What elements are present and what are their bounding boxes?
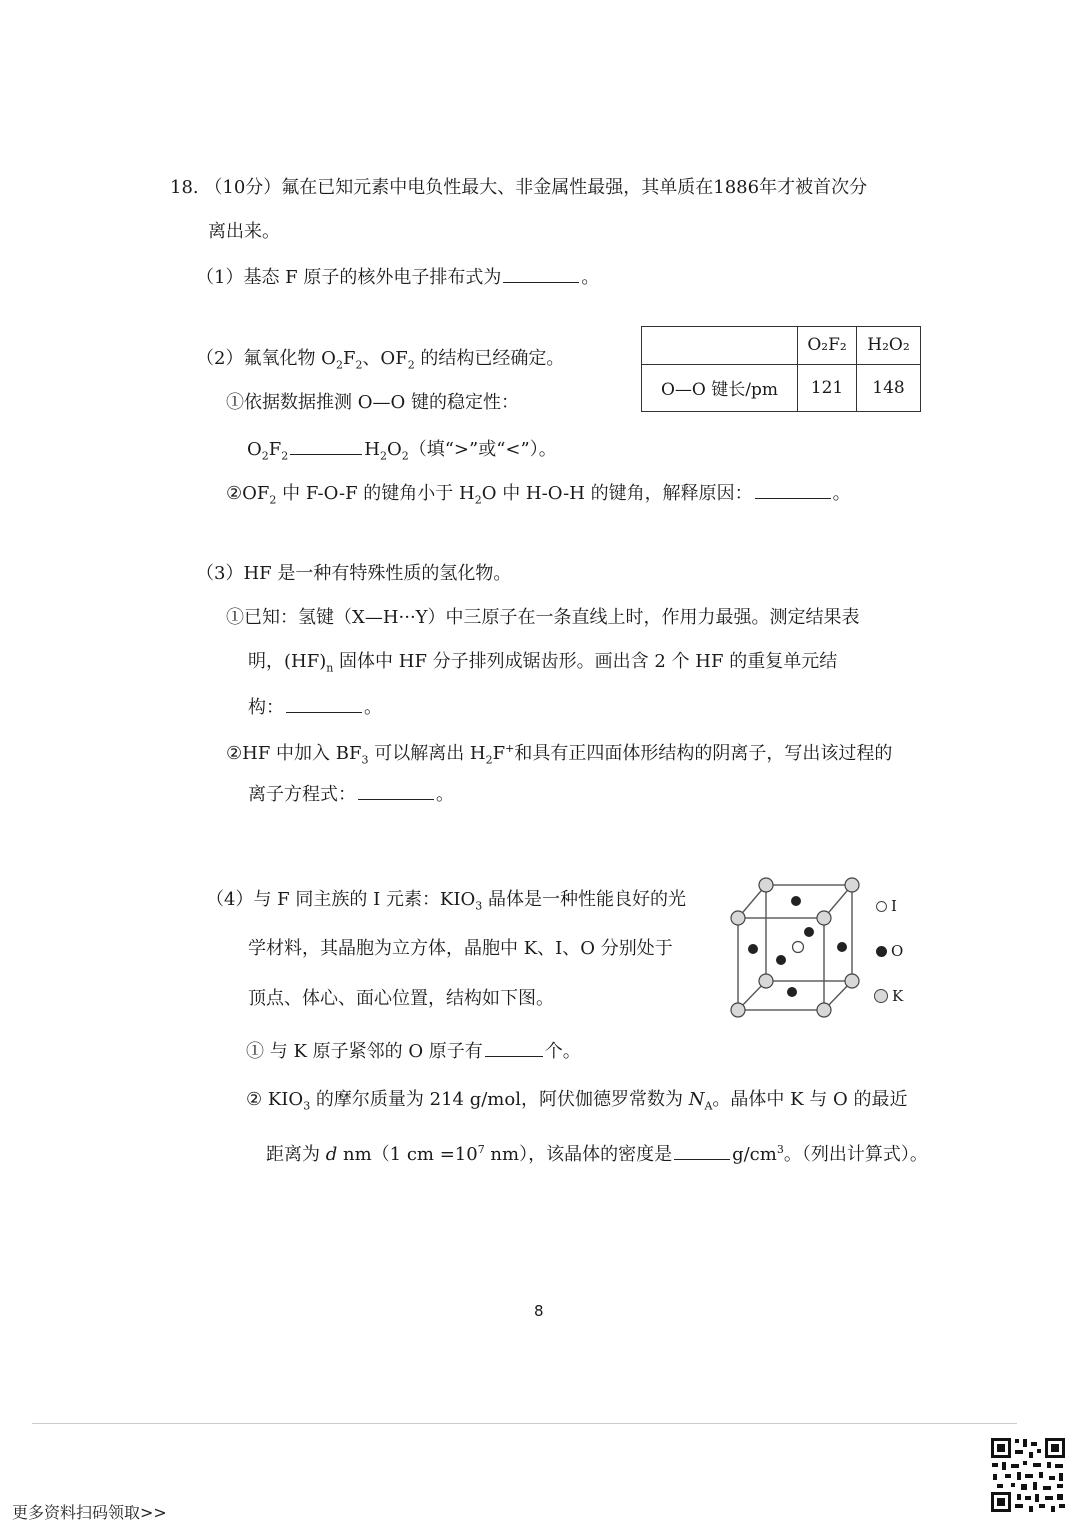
sup: + xyxy=(505,742,515,755)
sub: 3 xyxy=(475,899,483,913)
question-intro: （10分）氟在已知元素中电负性最大、非金属性最强，其单质在1886年才被首次分 xyxy=(204,177,868,198)
q1-text: ① 与 K 原子紧邻的 O 原子有 xyxy=(246,1041,483,1062)
question-intro-line1 xyxy=(170,176,867,200)
bf3-text: ②HF 中加入 BF xyxy=(226,743,362,764)
q2-text-a: ②OF xyxy=(226,483,270,504)
k-atom xyxy=(817,911,831,925)
sub: 2 xyxy=(355,358,363,372)
part3-q1-line2 xyxy=(248,650,837,681)
sub: n xyxy=(326,661,334,675)
q2-kio3: ② KIO xyxy=(246,1089,304,1110)
sub: 2 xyxy=(401,449,409,463)
i-atom xyxy=(793,942,804,953)
o-atom xyxy=(776,955,786,965)
f-text: F xyxy=(492,743,506,764)
o-atom xyxy=(791,896,801,906)
part2-q1: ①依据数据推测 O—O 键的稳定性： xyxy=(226,392,519,413)
table-col-o2f2: O₂F₂ xyxy=(798,327,857,365)
o2f2-f: F xyxy=(268,439,282,460)
part4-q1 xyxy=(246,1038,581,1064)
sub: 2 xyxy=(379,449,387,463)
q1-suffix: 个。 xyxy=(544,1041,581,1062)
part2-text-b: F xyxy=(342,348,356,369)
table-cell-h2o2: 148 xyxy=(857,364,921,411)
answer-blank-6[interactable] xyxy=(485,1038,543,1057)
legend-o-label: O xyxy=(891,942,904,960)
k-atom xyxy=(759,878,773,892)
k-atom xyxy=(759,974,773,988)
table-header-row xyxy=(642,327,921,365)
part4-q2-line2 xyxy=(266,1138,928,1167)
ionic-eq-label: 离子方程式： xyxy=(248,784,356,805)
part4-line3: 顶点、体心、面心位置，结构如下图。 xyxy=(248,988,554,1009)
legend-k xyxy=(874,987,903,1005)
answer-blank-4[interactable] xyxy=(286,694,362,713)
unit-text: nm（1 cm =10 xyxy=(337,1144,478,1165)
table-row xyxy=(642,364,921,411)
table-row-label: O—O 键长/pm xyxy=(642,364,798,411)
period: 。 xyxy=(436,784,454,805)
legend-o xyxy=(876,942,903,960)
molar-mass-text: 的摩尔质量为 214 g/mol，阿伏伽德罗常数为 xyxy=(310,1089,689,1110)
distance-text: 距离为 xyxy=(266,1144,326,1165)
h2o2-h: H xyxy=(364,439,380,460)
sub: 2 xyxy=(269,493,277,507)
qr-code-icon[interactable] xyxy=(989,1436,1067,1514)
sub: 3 xyxy=(303,1099,311,1113)
sub: 3 xyxy=(361,753,369,767)
k-atom xyxy=(731,1003,745,1017)
part2-text-a: （2）氟氧化物 O xyxy=(196,348,336,369)
part2-text-c: 、OF xyxy=(362,348,408,369)
answer-blank-3[interactable] xyxy=(755,480,831,499)
part4-q2-line1 xyxy=(246,1088,907,1119)
calc-hint: 。（列出计算式）。 xyxy=(783,1144,928,1165)
sub: A xyxy=(704,1099,713,1113)
h2f-text: 可以解离出 H xyxy=(368,743,486,764)
sub: 2 xyxy=(335,358,343,372)
q2-text-b: 中 F-O-F 的键角小于 H xyxy=(276,483,475,504)
bond-length-table xyxy=(641,326,921,412)
part4-line1 xyxy=(206,888,686,919)
structure-label: 构： xyxy=(248,697,284,718)
legend-i-marker xyxy=(876,901,887,912)
o-atom xyxy=(837,942,847,952)
o-atom xyxy=(804,927,814,937)
d-symbol: d xyxy=(325,1144,338,1165)
answer-blank-2[interactable] xyxy=(290,436,362,455)
sup: 3 xyxy=(776,1143,784,1156)
part3-q1-line1: ①已知：氢键（X—H···Y）中三原子在一条直线上时，作用力最强。测定结果表 xyxy=(226,607,860,628)
q2-text-c: O 中 H-O-H 的键角，解释原因： xyxy=(481,483,753,504)
compare-hint: （填“>”或“<”）。 xyxy=(408,439,557,460)
part2-q1-compare xyxy=(247,436,557,469)
sup: 7 xyxy=(477,1143,485,1156)
k-atom xyxy=(845,878,859,892)
table-cell-o2f2: 121 xyxy=(798,364,857,411)
o-atom xyxy=(787,987,797,997)
legend-i xyxy=(876,897,897,915)
part2-q2 xyxy=(226,480,851,513)
table-col-h2o2: H₂O₂ xyxy=(857,327,921,365)
answer-blank-1[interactable] xyxy=(503,264,579,283)
part1-suffix: 。 xyxy=(581,267,600,288)
sub: 2 xyxy=(407,358,415,372)
sub: 2 xyxy=(261,449,269,463)
part3-q2-line1 xyxy=(226,737,892,773)
answer-blank-5[interactable] xyxy=(358,781,434,800)
q2-text-d: 。 xyxy=(832,483,851,504)
kio3-text-b: 晶体是一种性能良好的光 xyxy=(482,889,686,910)
part3-q1-line3 xyxy=(248,694,382,720)
sub: 2 xyxy=(485,753,493,767)
table-corner xyxy=(642,327,798,365)
part1-text: （1）基态 F 原子的核外电子排布式为 xyxy=(196,267,502,288)
kio3-text: （4）与 F 同主族的 I 元素：KIO xyxy=(206,889,476,910)
density-text: nm），该晶体的密度是 xyxy=(484,1144,673,1165)
na-symbol: N xyxy=(688,1089,705,1110)
footer-divider xyxy=(32,1423,1017,1424)
k-atom xyxy=(731,911,745,925)
hf-zigzag-text: 固体中 HF 分子排列成锯齿形。画出含 2 个 HF 的重复单元结 xyxy=(333,651,838,672)
part3-intro: （3）HF 是一种有特殊性质的氢化物。 xyxy=(196,563,512,584)
k-o-text: 。晶体中 K 与 O 的最近 xyxy=(712,1089,908,1110)
o-atom xyxy=(748,944,758,954)
hfn-text: 明，(HF) xyxy=(248,651,327,672)
part2-text-d: 的结构已经确定。 xyxy=(414,348,565,369)
period: 。 xyxy=(364,697,382,718)
legend-i-label: I xyxy=(891,897,897,915)
legend-k-label: K xyxy=(892,987,904,1005)
anion-text: 和具有正四面体形结构的阴离子，写出该过程的 xyxy=(514,743,893,764)
answer-blank-7[interactable] xyxy=(674,1141,730,1160)
part1-question xyxy=(196,264,599,290)
page-number: 8 xyxy=(534,1302,544,1320)
k-atom xyxy=(845,974,859,988)
footer-text[interactable]: 更多资料扫码领取>> xyxy=(12,1503,167,1522)
part2-intro xyxy=(196,347,564,378)
k-atom xyxy=(817,1003,831,1017)
part3-q2-line2 xyxy=(248,781,454,807)
sub: 2 xyxy=(281,449,289,463)
h2o2-o: O xyxy=(386,439,402,460)
unit-g-cm: g/cm xyxy=(732,1144,777,1165)
crystal-cell-diagram xyxy=(726,872,876,1022)
legend-o-marker xyxy=(876,946,887,957)
sub: 2 xyxy=(474,493,482,507)
part4-line2: 学材料，其晶胞为立方体，晶胞中 K、I、O 分别处于 xyxy=(248,938,673,959)
legend-k-marker xyxy=(874,989,888,1003)
question-intro-line2: 离出来。 xyxy=(208,221,280,242)
question-number: 18. xyxy=(170,177,199,198)
o2f2-o: O xyxy=(247,439,262,460)
